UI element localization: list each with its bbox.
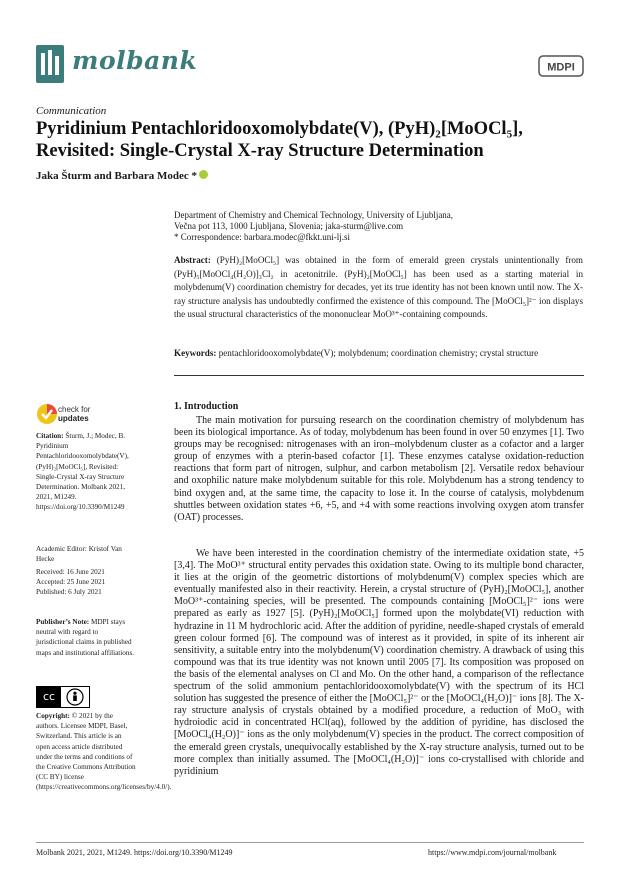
dates-block — [36, 567, 136, 598]
date-accepted: Accepted: 25 June 2021 — [36, 578, 106, 587]
abstract-text: (PyH)₂[MoOCl₅] was obtained in the form of emerald green crystals unintentionally from (PyH)₅[MoOCl₄(H₂O)]₃Cl₂ in acetonitrile. (PyH)₂[MoOCl₅] has been used as a starting material in molybdenum(V) coordination chemistry for decades, yet its true identity has not been known until now. The X-ray structure analysis has undoubtedly confirmed the existence of this compound. The [MoOCl₅]²⁻ ion displays the usual structural characteristics of the mononuclear MoO³⁺-containing compounds. — [174, 255, 583, 320]
date-published: Published: 6 July 2021 — [36, 588, 102, 597]
date-received: Received: 16 June 2021 — [36, 568, 105, 576]
paragraph-2-text: We have been interested in the coordination chemistry of the intermediate oxidation state, +5 [3,4]. The MoO³⁺ structural entity pervades this oxidation state. Owing to its multiple bond character, it lies at the origin of the geometric distortions of molybdenum(V) complex species which are eventually manifested also in their reactivity. Herein, a crystal structure of (PyH)₂[MoOCl₅], another MoO³⁺-containing species, will be presented. The compounds containing [MoOCl₅]²⁻ ions were prepared as early as 1927 [5]. (PyH)₂[MoOCl₅] formed upon the molybdate(VI) reduction with hydrazine in 11 M hydrochloric acid. After the addition of pyridine, needle-shaped crystals of emerald green colour formed [6]. The compound was of interest as it provided, in spite of its inherent air sensitivity, a suitable entry into the molybdenum(V) coordination chemistry. A drawback of using this compound was that its true identity was not known until 2005 [7]. Its composition was proposed on the basis of the elemental analyses on Cl and Mo. On the other hand, a comparison of the reflectance spectrum of the solid ammonium pentachloridooxomolybdate(V) with the spectrum of its HCl solution has suggested the presence of either the [MoOCl₅]²⁻ or the [MoOCl₄(H₂O)]⁻ ions [8]. The X-ray structure analysis of crystals obtained by a modified procedure, a reduction of MoO₃ with hydroiodic acid in concentrated HCl(aq), followed by the addition of pyridine, has disclosed the [MoOCl₄(H₂O)]⁻ ions as the only molybdenum(V) species in the product. The correct composition of the emerald green crystals, unequivocally established by the X-ray structure analysis, turned out to be more complex than initially assumed. The [MoOCl₄(H₂O)]⁻ ions co-crystallised with chloride and pyridinium — [174, 548, 584, 777]
keywords-text: pentachloridooxomolybdate(V); molybdenum; coordination chemistry; crystal structure — [218, 348, 539, 358]
paragraph-1 — [174, 415, 584, 524]
copyright-label: Copyright: — [36, 712, 70, 720]
citation-text: Šturm, J.; Modec, B. Pyridinium Pentachloridooxomolybdate(V), (PyH)₂[MoOCl₅], Revisited: Single-Crystal X-ray Structure Determination. Molbank 2021, 2021, M1249. https://doi.org/10.3390/M1249 — [36, 432, 129, 512]
publisher-name: MDPI — [547, 61, 575, 74]
section-heading: 1. Introduction — [174, 401, 239, 412]
affiliation-line-2: Večna pot 113, 1000 Ljubljana, Slovenia; jaka-sturm@live.com — [174, 221, 404, 232]
article-title: Pyridinium Pentachloridooxomolybdate(V), (PyH)₂[MoOCl₅], Revisited: Single-Crystal X-ray Structure Determination — [36, 119, 523, 161]
publisher-note — [36, 617, 136, 658]
orcid-icon[interactable] — [199, 170, 208, 179]
cc-icon: cc — [37, 687, 61, 707]
check-line-1: check for — [58, 405, 91, 414]
journal-name: molbank — [72, 46, 198, 75]
copyright-block — [36, 711, 172, 793]
keywords — [174, 347, 594, 360]
authors — [36, 170, 208, 182]
footer-journal-link[interactable]: https://www.mdpi.com/journal/molbank — [428, 848, 557, 857]
citation-block — [36, 431, 136, 513]
academic-editor: Academic Editor: Kristof Van Hecke — [36, 545, 122, 564]
paragraph-1-text: The main motivation for pursuing research on the coordination chemistry of molybdenum has been its biological importance. As of today, molybdenum has been found in over 50 enzymes [1]. Two groups may be recognised: nitrogenases with an iron–molybdenum cluster as a cofactor and a larger group of enzymes with a pterin-based cofactor [1]. These enzymes catalyse oxidation-reduction reactions that form part of nitrogen, sulphur, and carbon metabolism [2]. Versatile redox behaviour and oxophilic nature make molybdenum suitable for this role. Molybdenum has a strong tendency to bind oxygen and, at the same time, the capacity to lose it. In the course of catalysis, molybdenum shuttles between oxidation states +6, +5, and +4 with some reactions involving oxygen atom transfer (OAT) processes. — [174, 415, 584, 523]
correspondence: * Correspondence: barbara.modec@fkkt.uni-lj.si — [174, 232, 350, 243]
affiliations — [174, 210, 594, 244]
by-icon — [63, 688, 87, 706]
check-for-updates-icon[interactable] — [36, 403, 58, 425]
abstract-label: Abstract: — [174, 255, 211, 265]
article-type: Communication — [36, 105, 107, 117]
publisher-note-text: MDPI stays neutral with regard to jurisdictional claims in published maps and institutional affiliations. — [36, 618, 135, 657]
affiliation-line-1: Department of Chemistry and Chemical Technology, University of Ljubljana, — [174, 210, 454, 220]
cc-by-license-badge[interactable] — [36, 686, 90, 708]
check-line-2: updates — [58, 414, 89, 423]
citation-label: Citation: — [36, 432, 64, 440]
footer-divider — [36, 842, 584, 843]
keywords-label: Keywords: — [174, 348, 217, 358]
abstract — [174, 254, 583, 322]
divider — [174, 375, 584, 376]
check-for-updates[interactable] — [58, 405, 90, 423]
publisher-note-label: Publisher’s Note: — [36, 618, 90, 626]
mdpi-logo — [538, 55, 584, 77]
paragraph-2 — [174, 548, 584, 778]
copyright-text: © 2021 by the authors. Licensee MDPI, Basel, Switzerland. This article is an open access article distributed under the terms and conditions of the Creative Commons Attribution (CC BY) license (https://creativecommons.org/licenses/by/4.0/). — [36, 712, 172, 792]
person-icon — [66, 688, 84, 706]
journal-logo — [36, 45, 64, 83]
author-names: Jaka Šturm and Barbara Modec * — [36, 170, 198, 182]
footer-citation: Molbank 2021, 2021, M1249. https://doi.org/10.3390/M1249 — [36, 848, 233, 857]
